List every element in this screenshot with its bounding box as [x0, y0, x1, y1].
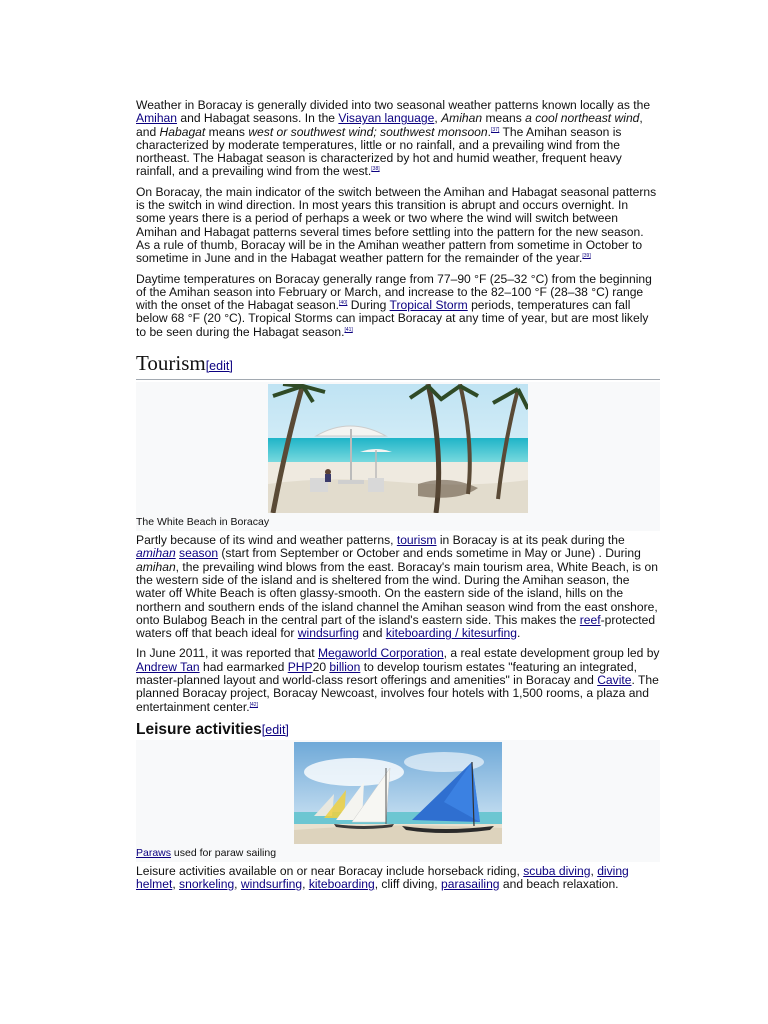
italic-text: west or southwest wind; southwest monsoon: [248, 124, 488, 139]
text: (start from September or October and ends sometime in May or June) . During: [218, 546, 641, 561]
text: , the prevailing wind blows from the east. Boracay's main tourism area, White Beach, is on the western side of the island and is sheltered from the wind. During the Amihan season, the water off White Beach is often glassy-smooth. On the eastern side of the island, hills on the northern and southern ends of the island channel the Amihan season wind from the east onshore, onto Bulabog Beach in the central part of the island's eastern side. This makes the: [136, 559, 658, 627]
text: 20: [312, 659, 330, 674]
text: In June 2011, it was reported that: [136, 646, 318, 661]
windsurfing-link[interactable]: windsurfing: [297, 626, 359, 641]
article-body: [136, 99, 660, 899]
text: ,: [302, 877, 309, 892]
text: and Habagat seasons. In the: [177, 111, 339, 126]
megaworld-link[interactable]: Megaworld Corporation: [317, 646, 444, 661]
text: -protected waters off that beach ideal for: [136, 612, 656, 641]
edit-link-wrapper: [262, 723, 289, 737]
php-link[interactable]: PHP: [287, 659, 313, 674]
text: ,: [172, 877, 180, 892]
weather-paragraph-1: [136, 99, 660, 179]
text: During: [347, 298, 390, 313]
reference-41[interactable]: [41]: [344, 326, 353, 333]
text: means: [205, 124, 249, 139]
text: Partly because of its wind and weather patterns,: [136, 533, 397, 548]
weather-paragraph-2: [136, 186, 660, 266]
heading-text: Leisure activities: [136, 720, 262, 738]
paraws-link[interactable]: Paraws: [136, 846, 172, 859]
text: in Boracay is at its peak during the: [436, 533, 625, 548]
text: and beach relaxation.: [499, 877, 619, 892]
text: , cliff diving,: [374, 877, 442, 892]
italic-text: Amihan: [441, 111, 483, 126]
andrew-tan-link[interactable]: Andrew Tan: [136, 659, 200, 674]
season-link[interactable]: season: [179, 546, 219, 561]
text: The Amihan season is characterized by moderate temperatures, little or no rainfall, and a prevailing wind from the northeast. The Habagat season is characterized by hot and humid weather, frequent heavy rainfall, and a prevailing wind from the west.: [136, 124, 622, 179]
text: , and: [136, 111, 643, 139]
text: and: [358, 626, 386, 641]
reef-link[interactable]: reef: [579, 612, 601, 627]
kiteboarding-kitesurfing-link[interactable]: kiteboarding / kitesurfing: [385, 626, 517, 641]
billion-link[interactable]: billion: [329, 659, 361, 674]
tourism-link[interactable]: tourism: [396, 533, 437, 548]
italic-text: Habagat: [159, 124, 206, 139]
text: Weather in Boracay is generally divided into two seasonal weather patterns known locally as the: [136, 98, 651, 112]
windsurfing-link[interactable]: windsurfing: [240, 877, 303, 892]
text: Leisure activities available on or near Boracay include horseback riding,: [136, 863, 524, 878]
italic-text: amihan: [136, 559, 176, 574]
leisure-paragraph-1: [136, 865, 660, 892]
white-beach-figure: [136, 382, 660, 531]
text: , a real estate development group led by: [443, 646, 660, 661]
leisure-heading: [136, 721, 660, 739]
text: ,: [590, 863, 598, 878]
text: ,: [234, 877, 241, 892]
text: .: [487, 124, 491, 139]
visayan-language-link[interactable]: Visayan language: [338, 111, 435, 126]
text: means: [482, 111, 526, 126]
tourism-heading: [136, 351, 660, 380]
italic-text: a cool northeast wind: [525, 111, 640, 126]
text: periods, temperatures can fall below 68 °F (20 °C). Tropical Storms can impact Boracay at any time of year, but are most likely to be seen during the Habagat season.: [136, 298, 649, 339]
scuba-diving-link[interactable]: scuba diving: [523, 863, 591, 878]
text: Daytime temperatures on Boracay generally range from 77–90 °F (25–32 °C) from the beginning of the Amihan season into February or March, and increase to the 82–100 °F (28–38 °C) range with the onset of the Habagat season.: [136, 271, 652, 313]
text: .: [516, 626, 521, 641]
tourism-paragraph-2: [136, 647, 660, 713]
cavite-link[interactable]: Cavite: [597, 673, 632, 688]
text: . The planned Boracay project, Boracay Newcoast, involves four hotels with 1,500 rooms, a plaza and entertainment center.: [136, 673, 659, 714]
leisure-edit-link[interactable]: [edit]: [261, 722, 289, 737]
caption-text: used for paraw sailing: [171, 846, 277, 859]
paraws-caption: [136, 844, 660, 860]
amihan-link[interactable]: Amihan: [136, 111, 178, 126]
text: ,: [434, 111, 442, 126]
snorkeling-link[interactable]: snorkeling: [179, 877, 235, 892]
tourism-edit-link[interactable]: [edit]: [205, 359, 233, 374]
italic-text: amihan: [136, 546, 176, 561]
white-beach-caption: The White Beach in Boracay: [136, 516, 270, 529]
parasailing-link[interactable]: parasailing: [441, 877, 500, 892]
edit-link-wrapper: [206, 359, 233, 373]
reference-40[interactable]: [40]: [339, 300, 348, 307]
white-beach-image[interactable]: [268, 384, 528, 513]
text: On Boracay, the main indicator of the switch between the Amihan and Habagat seasonal patterns is the switch in wind direction. In most years this transition is abrupt and occurs overnight. In some years there is a period of perhaps a week or two where the wind will switch between Amihan and Habagat patterns several times before settling into the pattern for the new season. As a rule of thumb, Boracay will be in the Amihan weather pattern from sometime in October to sometime in June and in the Habagat weather pattern for the remainder of the year.: [136, 184, 657, 266]
weather-paragraph-3: [136, 273, 660, 339]
paraws-image[interactable]: [294, 742, 502, 844]
reference-39[interactable]: [39]: [582, 253, 591, 260]
tourism-paragraph-1: [136, 534, 660, 640]
kiteboarding-link[interactable]: kiteboarding: [308, 877, 375, 892]
diving-helmet-link[interactable]: diving helmet: [136, 863, 629, 892]
reference-38[interactable]: [38]: [371, 166, 380, 173]
text: had earmarked: [199, 659, 288, 674]
reference-37[interactable]: [37]: [491, 126, 500, 133]
paraws-figure: [136, 740, 660, 862]
amihan-italic-link[interactable]: [136, 546, 176, 560]
heading-text: Tourism: [136, 351, 206, 376]
reference-42[interactable]: [42]: [249, 701, 258, 708]
text: to develop tourism estates "featuring an integrated, master-planned layout and world-class resort offerings and amenities" in Boracay and: [136, 659, 637, 688]
tropical-storm-link[interactable]: Tropical Storm: [389, 298, 468, 313]
